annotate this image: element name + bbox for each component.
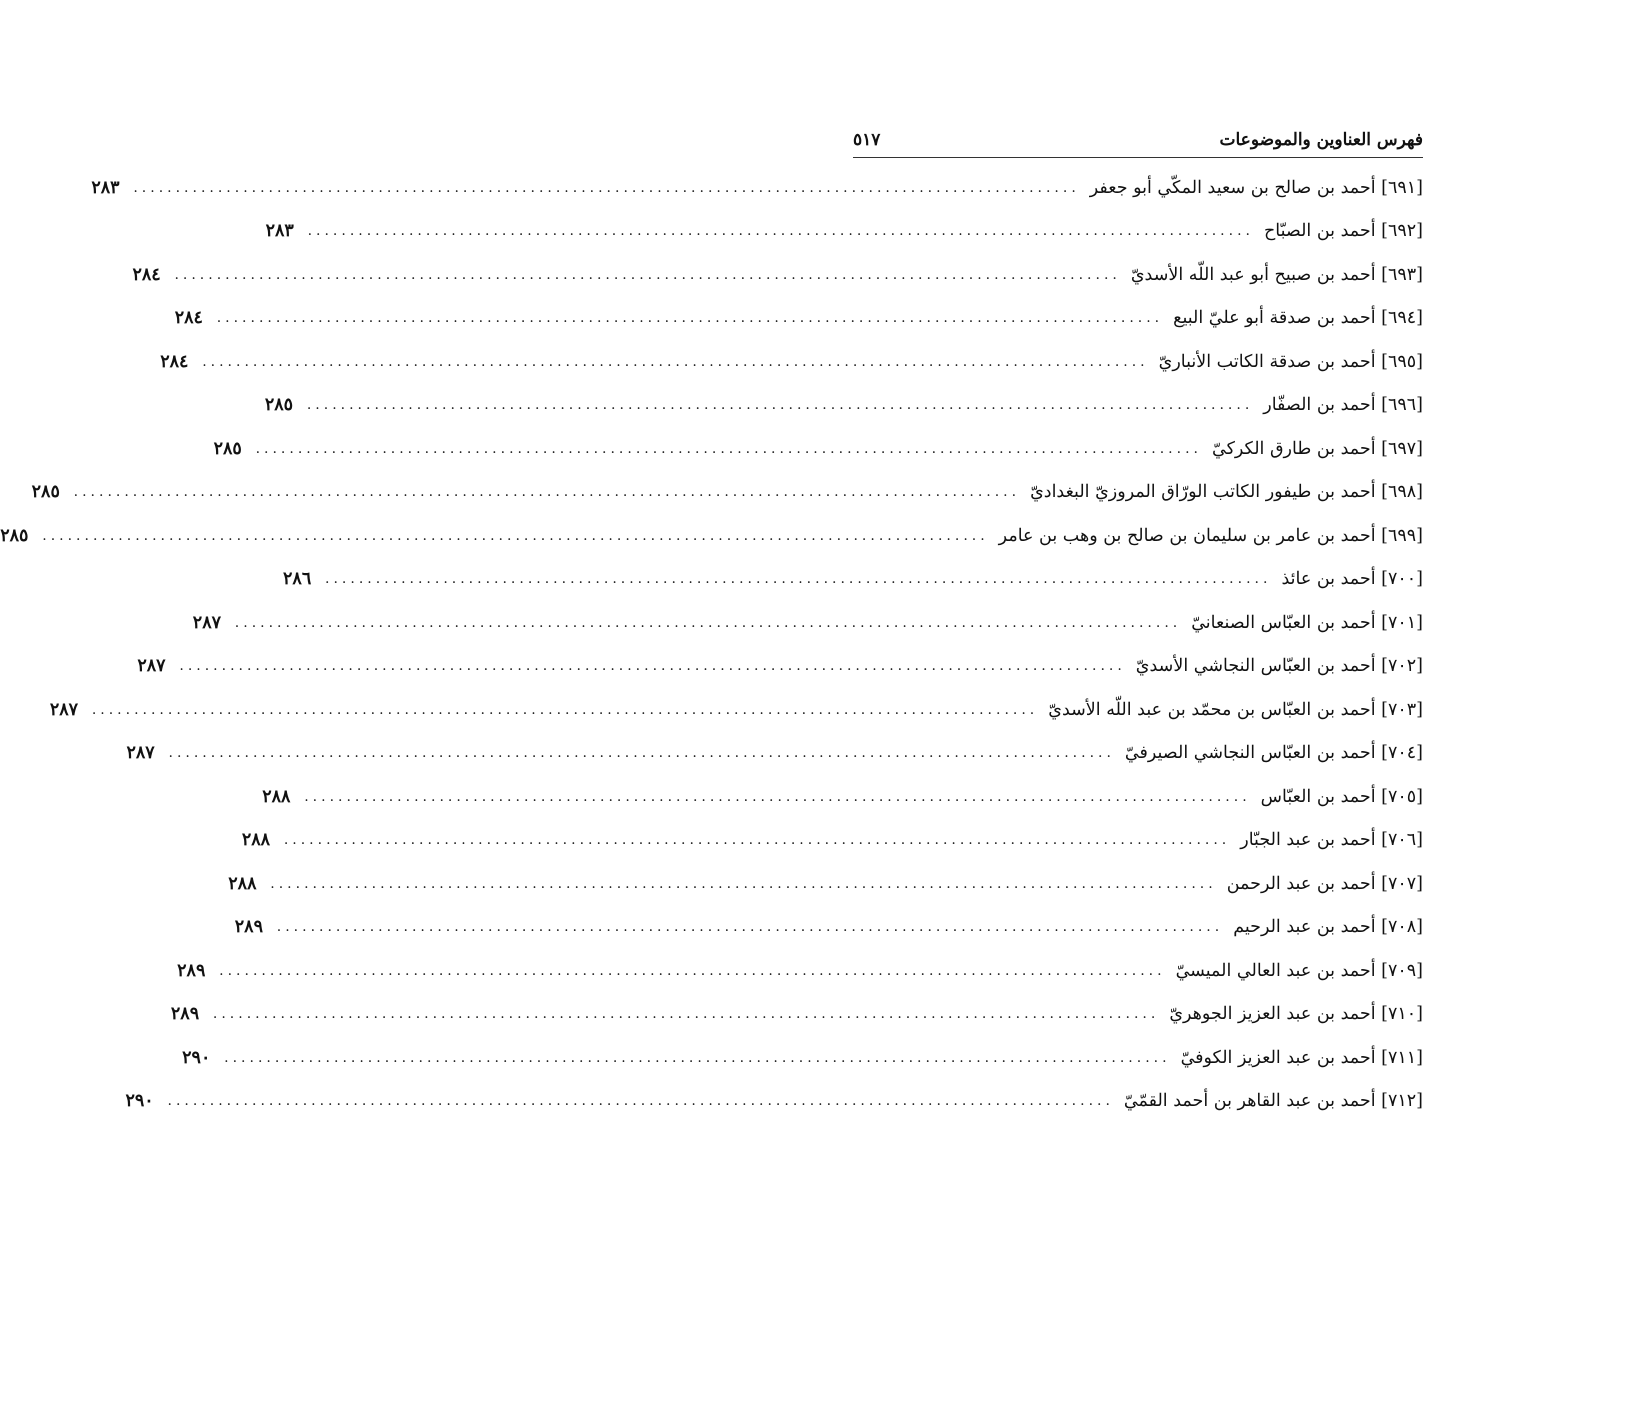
entry-label: [٧٠٤] أحمد بن العبّاس النجاشي الصيرفيّ [1124,743,1423,764]
toc-entry [182,1036,1423,1080]
toc-list [0,166,1423,1123]
toc-entry [228,862,1423,906]
entry-label: [٦٩٢] أحمد بن الصبّاح [1263,221,1423,242]
toc-entry [0,514,1423,558]
toc-entry [49,688,1423,732]
entry-label: [٦٩٨] أحمد بن طيفور الكاتب الورّاق المروزيّ البغداديّ [1030,482,1423,503]
entry-page-number: ٢٨٩ [177,960,206,981]
toc-entry [160,340,1423,384]
dot-leader: ................................................................................................................ [133,179,1080,196]
entry-label: [٦٩٩] أحمد بن عامر بن سليمان بن صالح بن وهب بن عامر [998,525,1423,546]
entry-label: [٧٠٧] أحمد بن عبد الرحمن [1226,873,1423,894]
toc-entry [31,471,1423,515]
entry-page-number: ٢٨٧ [137,656,166,677]
dot-leader: ................................................................................................................ [234,614,1182,631]
toc-entry [174,297,1423,341]
dot-leader: ................................................................................................................ [224,1049,1171,1066]
entry-label: [٧٠٩] أحمد بن عبد العالي الميسيّ [1175,960,1423,981]
entry-page-number: ٢٨٣ [265,221,294,242]
dot-leader: ................................................................................................................ [219,962,1166,979]
entry-label: [٧١١] أحمد بن عبد العزيز الكوفيّ [1180,1047,1423,1068]
entry-page-number: ٢٨٥ [213,438,242,459]
entry-page-number: ٢٨٤ [174,308,203,329]
entry-page-number: ٢٨٥ [0,525,29,546]
entry-label: [٧٠٨] أحمد بن عبد الرحيم [1233,917,1423,938]
entry-label: [٧١٠] أحمد بن عبد العزيز الجوهريّ [1169,1004,1423,1025]
dot-leader: ................................................................................................................ [179,658,1126,675]
dot-leader: ................................................................................................................ [270,875,1217,892]
dot-leader: ................................................................................................................ [168,745,1115,762]
entry-page-number: ٢٨٦ [283,569,312,590]
toc-entry [132,253,1423,297]
running-header-title: فهرس العناوين والموضوعات [1219,130,1423,150]
entry-label: [٦٩٤] أحمد بن صدقة أبو عليّ البيع [1173,308,1423,329]
entry-page-number: ٢٨٥ [31,482,60,503]
toc-entry [262,775,1423,819]
toc-entry [170,993,1423,1037]
toc-entry [125,1080,1423,1124]
dot-leader: ................................................................................................................ [255,440,1202,457]
dot-leader: ................................................................................................................ [216,310,1164,327]
toc-entry [91,166,1423,210]
entry-label: [٦٩٣] أحمد بن صبيح أبو عبد اللّه الأسديّ [1130,264,1423,285]
entry-page-number: ٢٨٥ [264,395,294,416]
entry-page-number: ٢٨٧ [126,743,155,764]
entry-page-number: ٢٨٧ [49,699,79,720]
entry-page-number: ٢٨٨ [228,873,257,894]
entry-label: [٧٠١] أحمد بن العبّاس الصنعانيّ [1191,612,1423,633]
entry-page-number: ٢٨٩ [170,1004,200,1025]
toc-entry [234,906,1423,950]
dot-leader: ................................................................................................................ [174,266,1121,283]
entry-page-number: ٢٨٨ [241,830,271,851]
entry-page-number: ٢٩٠ [182,1047,211,1068]
toc-entry [265,210,1423,254]
entry-label: [٧٠٠] أحمد بن عائذ [1281,569,1423,590]
dot-leader: ................................................................................................................ [42,527,989,544]
entry-page-number: ٢٨٤ [132,264,161,285]
toc-entry [264,384,1423,428]
toc-entry [283,558,1423,602]
dot-leader: ................................................................................................................ [304,788,1251,805]
dot-leader: ................................................................................................................ [325,571,1272,588]
entry-page-number: ٢٩٠ [125,1091,154,1112]
dot-leader: ................................................................................................................ [91,701,1039,718]
entry-label: [٦٩١] أحمد بن صالح بن سعيد المكّي أبو جعفر [1089,177,1423,198]
toc-entry [177,949,1423,993]
entry-page-number: ٢٨٤ [160,351,189,372]
entry-page-number: ٢٨٣ [91,177,120,198]
dot-leader: ................................................................................................................ [212,1006,1160,1023]
dot-leader: ................................................................................................................ [73,484,1021,501]
dot-leader: ................................................................................................................ [167,1093,1114,1110]
entry-label: [٧١٢] أحمد بن عبد القاهر بن أحمد القمّيّ [1123,1091,1423,1112]
toc-entry [192,601,1423,645]
page-header [853,118,1423,150]
toc-entry [126,732,1423,776]
toc-entry [213,427,1423,471]
entry-page-number: ٢٨٧ [192,612,221,633]
dot-leader: ................................................................................................................ [283,832,1231,849]
entry-label: [٧٠٦] أحمد بن عبد الجبّار [1240,830,1423,851]
header-divider [853,157,1423,158]
dot-leader: ................................................................................................................ [306,397,1254,414]
entry-label: [٧٠٢] أحمد بن العبّاس النجاشي الأسديّ [1135,656,1423,677]
dot-leader: ................................................................................................................ [276,919,1224,936]
entry-page-number: ٢٨٩ [234,917,263,938]
toc-entry [137,645,1423,689]
entry-label: [٧٠٣] أحمد بن العبّاس بن محمّد بن عبد اللّه الأسديّ [1048,699,1423,720]
entry-label: [٦٩٦] أحمد بن الصفّار [1263,395,1423,416]
entry-label: [٦٩٧] أحمد بن طارق الكركيّ [1211,438,1423,459]
entry-label: [٦٩٥] أحمد بن صدقة الكاتب الأنباريّ [1158,351,1423,372]
page-number: ٥١٧ [853,130,881,150]
dot-leader: ................................................................................................................ [202,353,1149,370]
dot-leader: ................................................................................................................ [307,223,1254,240]
entry-page-number: ٢٨٨ [262,786,291,807]
toc-entry [241,819,1423,863]
entry-label: [٧٠٥] أحمد بن العبّاس [1260,786,1423,807]
